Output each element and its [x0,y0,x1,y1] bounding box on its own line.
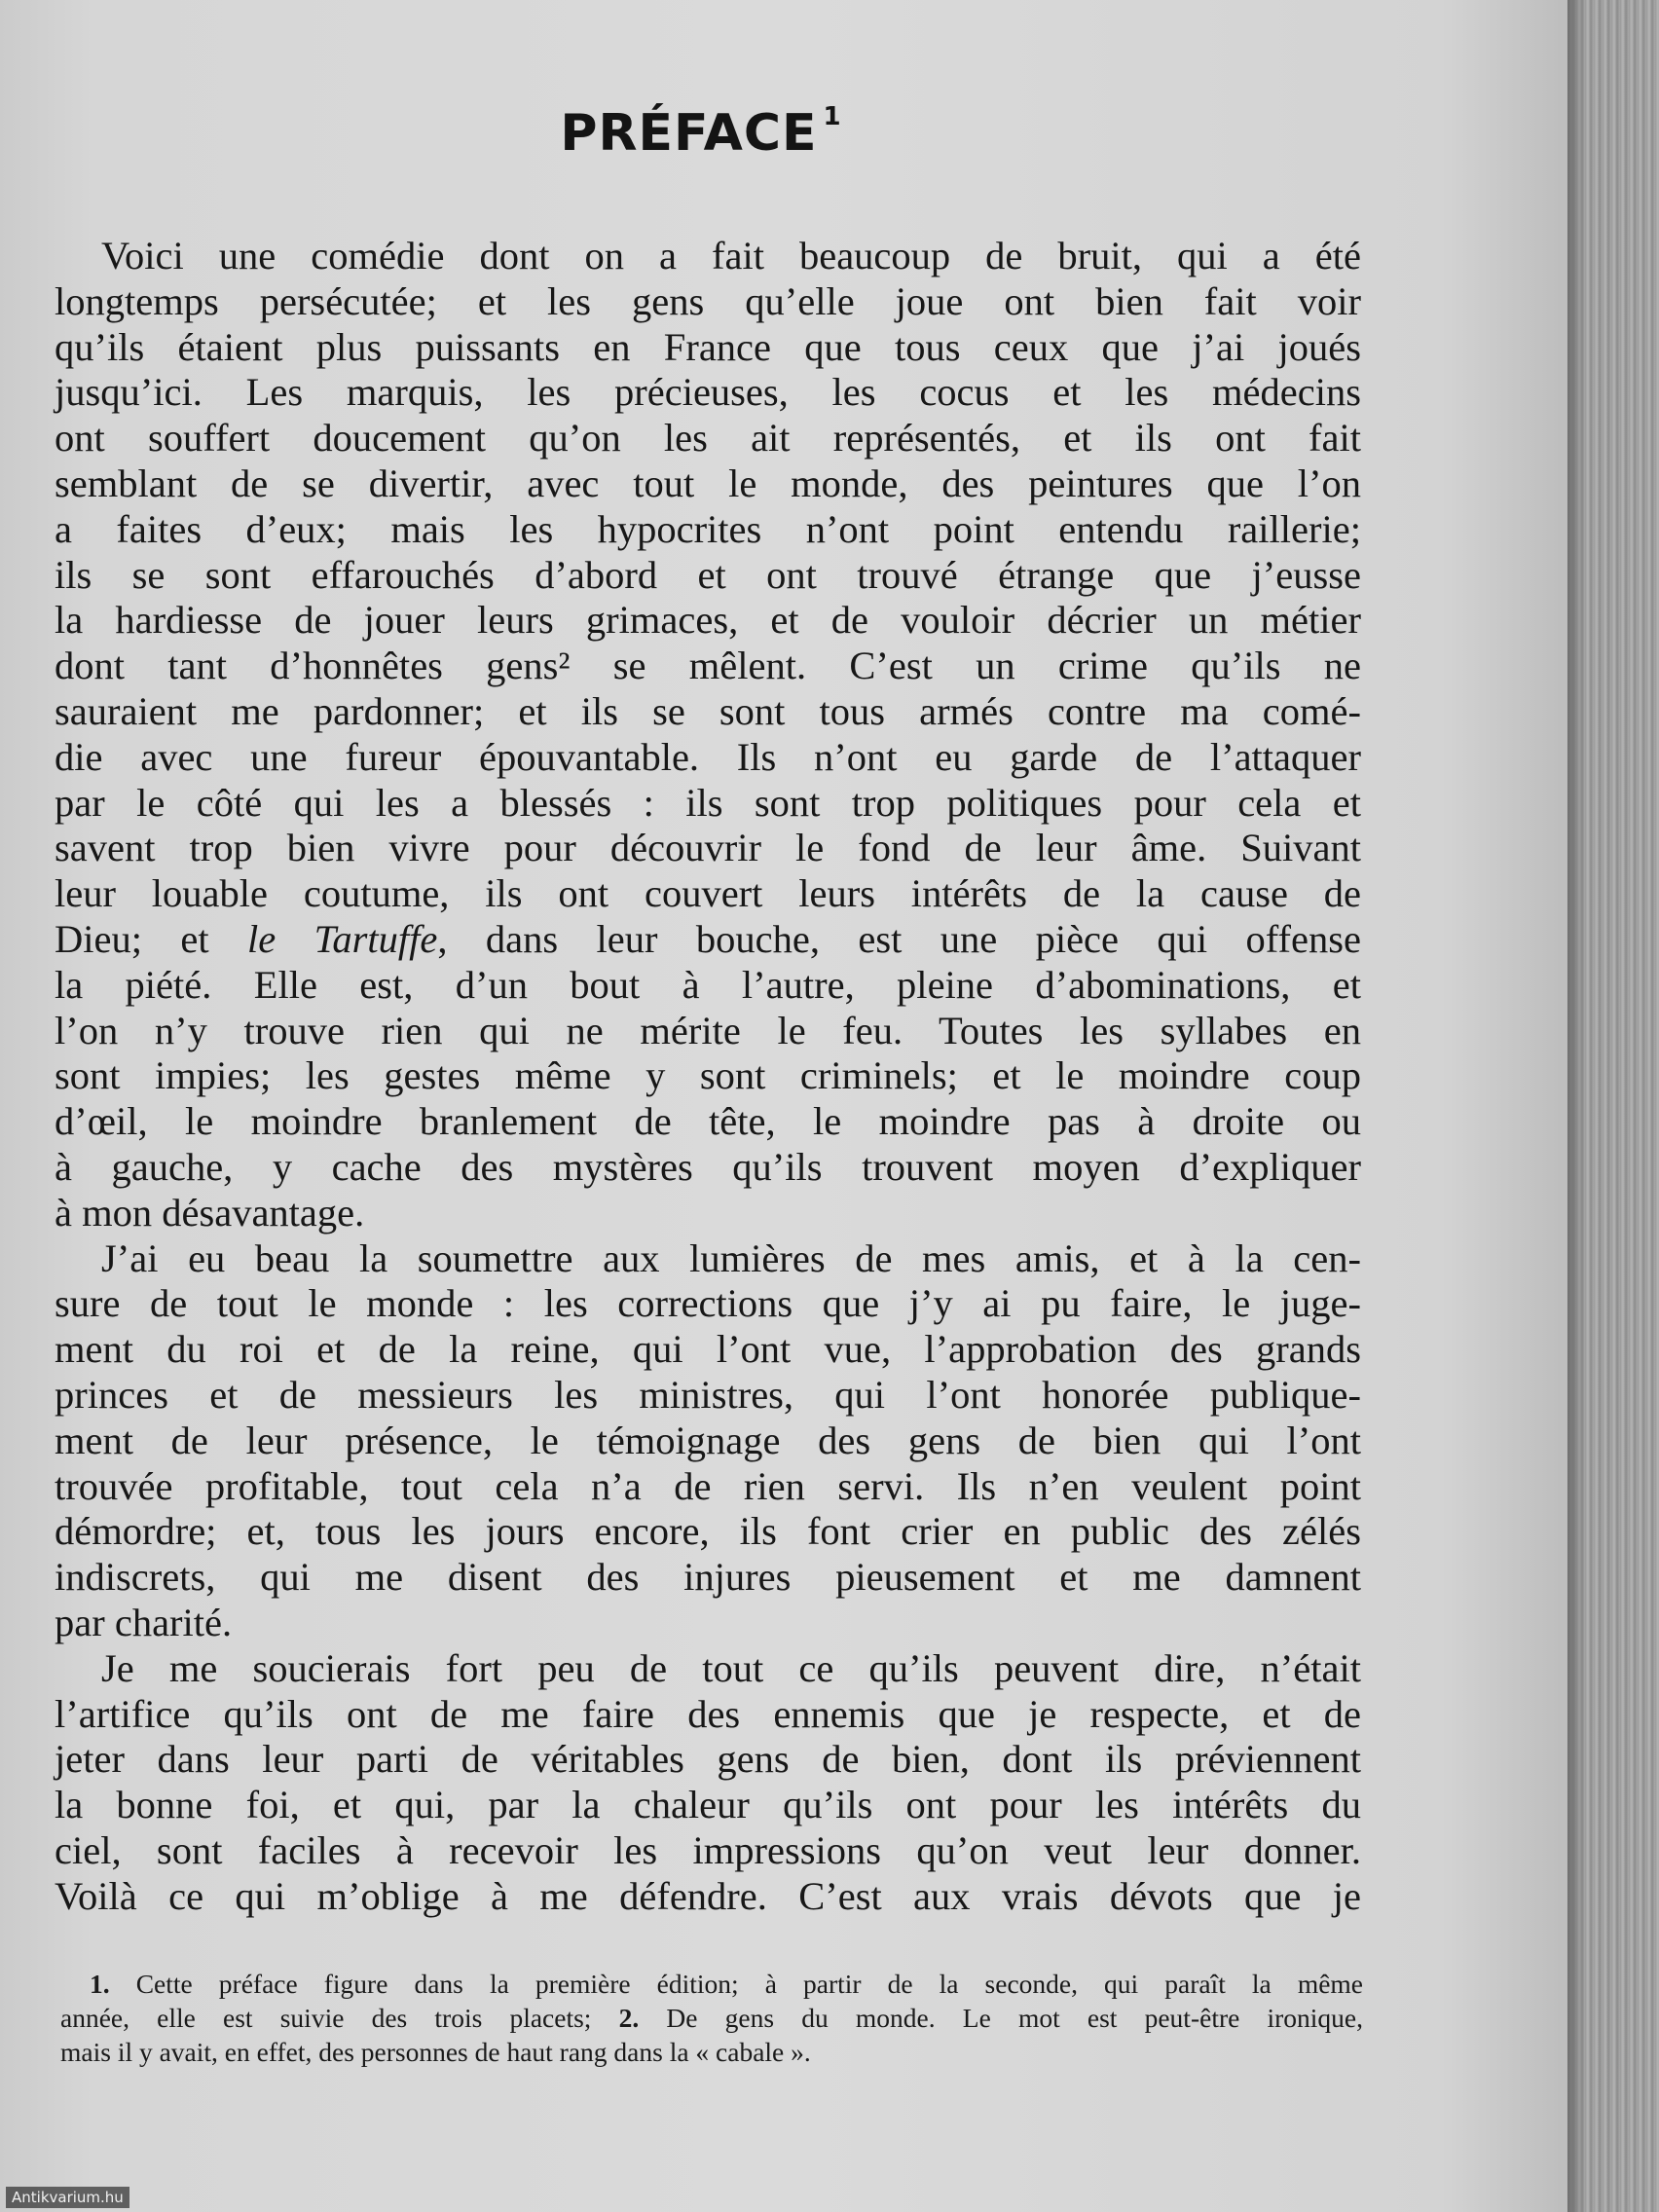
footnote-line: mais il y avait, en effet, des personnes de haut rang dans la « cabale ». [60,2037,811,2067]
text-line: d’œil, le moindre branlement de tête, le moindre pas à droite ou [55,1099,1361,1144]
play-title-italic: le Tartuffe [246,916,438,961]
text-line: ont souffert doucement qu’on les ait représentés, et ils ont fait [55,416,1361,461]
text-line: qu’ils étaient plus puissants en France que tous ceux que j’ai joués [55,324,1361,369]
text-line: l’artifice qu’ils ont de me faire des ennemis que je respecte, et de [55,1691,1361,1736]
text-line: par le côté qui les a blessés : ils sont trop politiques pour cela et [55,780,1361,825]
text-line: jusqu’ici. Les marquis, les précieuses, les cocus et les médecins [55,370,1361,415]
footnote-line: année, elle est suivie des trois placets; 2. De gens du monde. Le mot est peut-être ironique, [60,2003,1364,2033]
text-line: la piété. Elle est, d’un bout à l’autre, pleine d’abominations, et [55,962,1361,1007]
footnotes [60,1967,1363,2069]
text-line: trouvée profitable, tout cela n’a de rien servi. Ils n’en veulent point [55,1463,1361,1508]
preface-body [55,234,1361,1919]
text-line: sure de tout le monde : les corrections que j’y ai pu faire, le juge- [55,1281,1361,1326]
text-line: démordre; et, tous les jours encore, ils font crier en public des zélés [55,1509,1361,1554]
text-line: ciel, sont faciles à recevoir les impressions qu’on veut leur donner. [55,1827,1361,1872]
text-line: l’on n’y trouve rien qui ne mérite le feu. Toutes les syllabes en [55,1008,1361,1052]
text-line: a faites d’eux; mais les hypocrites n’ont point entendu raillerie; [55,506,1361,551]
text-line-with-italic-title: Dieu; et le Tartuffe, dans leur bouche, est une pièce qui offense [55,916,1361,961]
text-line: ment du roi et de la reine, qui l’ont vue, l’approbation des grands [55,1327,1361,1372]
text-line: à gauche, y cache des mystères qu’ils trouvent moyen d’expliquer [55,1144,1361,1189]
text-line: princes et de messieurs les ministres, qui l’ont honorée publique- [55,1372,1361,1417]
text-line: indiscrets, qui me disent des injures pieusement et me damnent [55,1555,1361,1600]
page-stack-edge [1567,0,1659,2212]
text-line: J’ai eu beau la soumettre aux lumières de mes amis, et à la cen- [101,1235,1361,1280]
watermark: Antikvarium.hu [6,2187,129,2208]
text-line: sauraient me pardonner; et ils se sont tous armés contre ma comé- [55,688,1361,733]
text-line: Voilà ce qui m’oblige à me défendre. C’est aux vrais dévots que je [55,1873,1361,1918]
text-line: semblant de se divertir, avec tout le monde, des peintures que l’on [55,461,1361,505]
title-footnote-marker: 1 [823,102,842,131]
text-line: leur louable coutume, ils ont couvert leurs intérêts de la cause de [55,871,1361,916]
text-line: ment de leur présence, le témoignage des gens de bien qui l’ont [55,1418,1361,1462]
text-line: die avec une fureur épouvantable. Ils n’ont eu garde de l’attaquer [55,734,1361,779]
page-title [0,102,1402,163]
text-line: Je me soucierais fort peu de tout ce qu’ils peuvent dire, n’était [101,1645,1361,1690]
text-line: ils se sont effarouchés d’abord et ont trouvé étrange que j’eusse [55,552,1361,597]
text-line: jeter dans leur parti de véritables gens de bien, dont ils préviennent [55,1737,1361,1782]
text-line: la hardiesse de jouer leurs grimaces, et de vouloir décrier un métier [55,598,1361,643]
text-line: dont tant d’honnêtes gens² se mêlent. C’est un crime qu’ils ne [55,644,1361,688]
text-line: Voici une comédie dont on a fait beaucoup de bruit, qui a été [101,234,1361,277]
footnote-number: 1. [90,1969,136,1999]
footnote-number: 2. [618,2003,667,2033]
text-line: la bonne foi, et qui, par la chaleur qu’ils ont pour les intérêts du [55,1783,1361,1827]
text-line: sont impies; les gestes même y sont criminels; et le moindre coup [55,1053,1361,1098]
text-line: à mon désavantage. [55,1190,365,1235]
footnote-line: 1. Cette préface figure dans la première édition; à partir de la seconde, qui paraît la même [90,1969,1364,1999]
text-line: savent trop bien vivre pour découvrir le fond de leur âme. Suivant [55,826,1361,870]
text-line: longtemps persécutée; et les gens qu’elle joue ont bien fait voir [55,278,1361,323]
text-line: par charité. [55,1600,233,1644]
title-text: PRÉFACE [560,104,818,163]
